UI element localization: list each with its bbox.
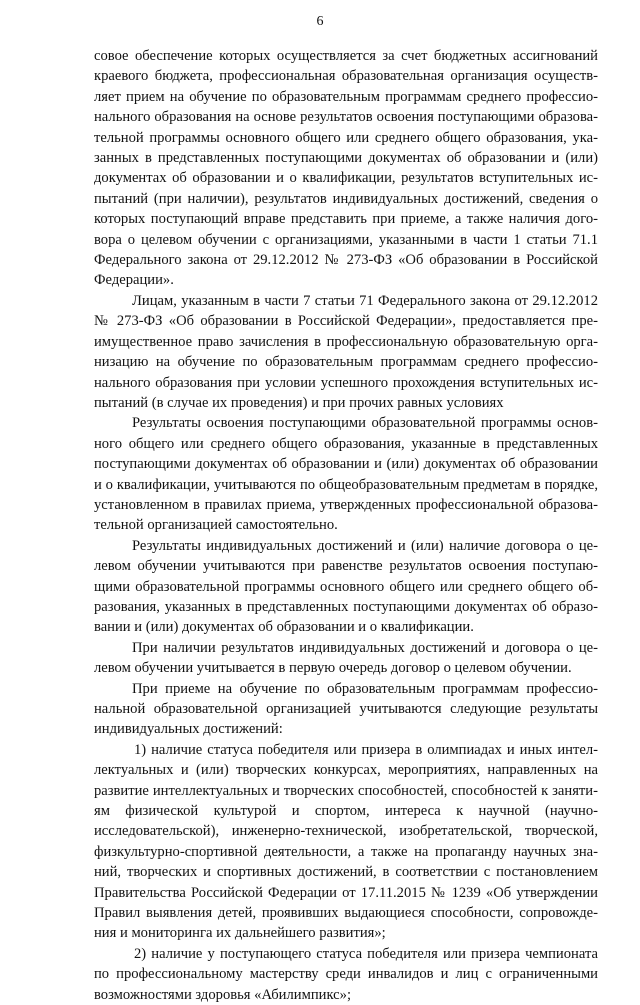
paragraph: совое обеспечение которых осуществляется за счет бюджетных ассигнований краевого бюджета, профессиональная образовательная организация осуществляет прием на обучение по образовательным программам среднего профессионального образования на основе результатов освоения поступающими образовательной программы основного общего или среднего общего образования, указанных в представленных поступающими документах об образовании и (или) документах об образовании и о квалификации, результатов вступительных испытаний (при наличии), результатов индивидуальных достижений, сведения о которых поступающий вправе представить при приеме, а также наличия договора о целевом обучении с организациями, указанными в части 1 статьи 71.1 Федерального закона от 29.12.2012 № 273-ФЗ «Об образовании в Российской Федерации». <box>94 48 598 289</box>
paragraph: Лицам, указанным в части 7 статьи 71 Федерального закона от 29.12.2012 № 273-ФЗ «Об образовании в Российской Федерации», предоставляется преимущественное право зачисления в профессиональную образовательную организацию на обучение по образовательным программам среднего профессионального образования при условии успешного прохождения вступительных испытаний (в случае их проведения) и при прочих равных условиях <box>94 292 598 411</box>
paragraph: При наличии результатов индивидуальных достижений и договора о целевом обучении учитывается в первую очередь договор о целевом обучении. <box>94 639 598 677</box>
document-body <box>94 46 598 1005</box>
page-number: 6 <box>316 14 324 29</box>
paragraph: Результаты освоения поступающими образовательной программы основного общего или среднего общего образования, указанные в представленных поступающими документах об образовании и (или) документах об образовании и о квалификации, учитываются по общеобразовательным предметам в порядке, установленном в правилах приема, утвержденных профессиональной образовательной организацией самостоятельно. <box>94 415 598 534</box>
list-item: 2) наличие у поступающего статуса победителя или призера чемпионата по профессиональному мастерству среди инвалидов и лиц с ограниченными возможностями здоровья «Абилимпикс»; <box>94 945 598 1003</box>
paragraph: При приеме на обучение по образовательным программам профессиональной образовательной организацией учитываются следующие результаты индивидуальных достижений: <box>94 680 598 738</box>
list-item: 1) наличие статуса победителя или призера в олимпиадах и иных интеллектуальных и (или) творческих конкурсах, мероприятиях, направленных на развитие интеллектуальных и творческих способностей, способностей к занятиям физической культурой и спортом, интереса к научной (научно-исследовательской), инженерно-технической, изобретательской, творческой, физкультурно-спортивной деятельности, а также на пропаганду научных знаний, творческих и спортивных достижений, в соответствии с постановлением Правительства Российской Федерации от 17.11.2015 № 1239 «Об утверждении Правил выявления детей, проявивших выдающиеся способности, сопровождения и мониторинга их дальнейшего развития»; <box>94 741 598 942</box>
paragraph: Результаты индивидуальных достижений и (или) наличие договора о целевом обучении учитываются при равенстве результатов освоения поступающими образовательной программы основного общего или среднего общего образования, указанных в представленных поступающими документах об образовании и (или) документах об образовании и о квалификации. <box>94 537 598 636</box>
